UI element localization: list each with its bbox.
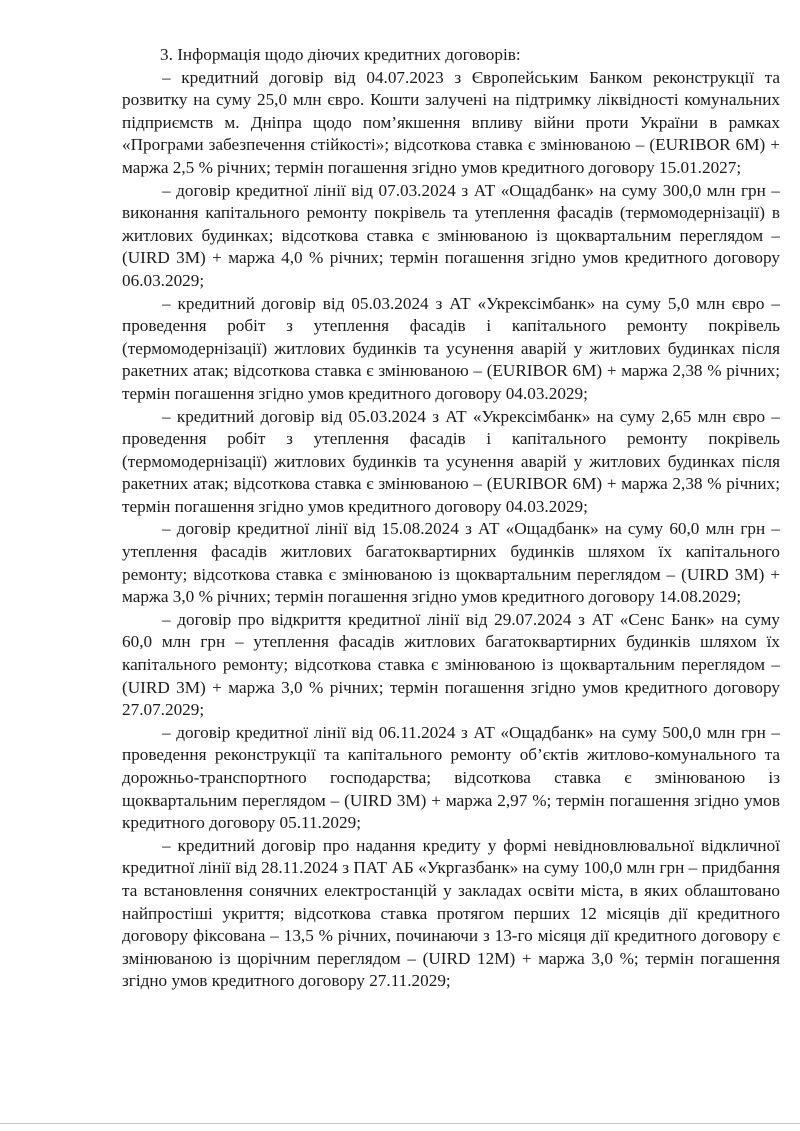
loan-paragraph-sense-bank: – договір про відкриття кредитної лінії від 29.07.2024 з АТ «Сенс Банк» на суму 60,0 млн грн – утеплення фасадів житлових багатоквартирних будинків шляхом їх капітального ремонту; відсоткова ставка є змінюваною із щоквартальним переглядом – (UIRD 3M) + маржа 3,0 % річних; термін погашення згідно умов кредитного договору 27.07.2029; (122, 609, 780, 720)
loan-paragraph-ebrd: – кредитний договір від 04.07.2023 з Європейським Банком реконструкції та розвитку на суму 25,0 млн євро. Кошти залучені на підтримку ліквідності комунальних підприємств м. Дніпра щодо пом’якшення впливу війни проти України в рамках «Програми забезпечення стійкості»; відсоткова ставка є змінюваною – (EURIBOR 6М) + маржа 2,5 % річних; термін погашення згідно умов кредитного договору 15.01.2027; (122, 67, 780, 177)
loan-paragraph-ukrgasbank: – кредитний договір про надання кредиту у формі невідновлювальної відкличної кредитної лінії від 28.11.2024 з ПАТ АБ «Укргазбанк» на суму 100,0 млн грн – придбання та встановлення сонячних електростанцій у закладах освіти міста, в яких облаштовано найпростіші укриття; відсоткова ставка протягом перших 12 місяців дії кредитного договору фіксована – 13,5 % річних, починаючи з 13-го місяця дії кредитного договору є змінюваною із щорічним переглядом – (UIRD 12M) + маржа 3,0 %; термін погашення згідно умов кредитного договору 27.11.2029; (122, 835, 780, 991)
loan-paragraph-ukreximbank-2: – кредитний договір від 05.03.2024 з АТ «Укрексімбанк» на суму 2,65 млн євро – проведення робіт з утеплення фасадів і капітального ремонту покрівель (термомодернізації) житлових будинків та усунення аварій у житлових будинках після ракетних атак; відсоткова ставка є змінюваною – (EURIBOR 6M) + маржа 2,38 % річних; термін погашення згідно умов кредитного договору 04.03.2029; (122, 406, 780, 516)
loan-paragraph-oschadbank-2: – договір кредитної лінії від 15.08.2024 з АТ «Ощадбанк» на суму 60,0 млн грн – утеплення фасадів житлових багатоквартирних будинків шляхом їх капітального ремонту; відсоткова ставка є змінюваною із щоквартальним переглядом – (UIRD 3M) + маржа 3,0 % річних; термін погашення згідно умов кредитного договору 14.08.2029; (122, 519, 780, 607)
loan-paragraph-oschadbank-3: – договір кредитної лінії від 06.11.2024 з АТ «Ощадбанк» на суму 500,0 млн грн – проведення реконструкції та капітального ремонту об’єктів житлово-комунального та дорожньо-транспортного господарства; відсоткова ставка є змінюваною із щоквартальним переглядом – (UIRD 3M) + маржа 2,97 %; термін погашення згідно умов кредитного договору 05.11.2029; (122, 722, 780, 833)
loan-paragraph-ukreximbank-1: – кредитний договір від 05.03.2024 з АТ «Укрексімбанк» на суму 5,0 млн євро – проведення робіт з утеплення фасадів і капітального ремонту покрівель (термомодернізації) житлових будинків та усунення аварій у житлових будинках після ракетних атак; відсоткова ставка є змінюваною – (EURIBOR 6M) + маржа 2,38 % річних; термін погашення згідно умов кредитного договору 04.03.2029; (122, 293, 780, 403)
loan-paragraph-oschadbank-1: – договір кредитної лінії від 07.03.2024 з АТ «Ощадбанк» на суму 300,0 млн грн – виконання капітального ремонту покрівель та утеплення фасадів (термомодернізації) в житлових будинках; відсоткова ставка є змінюваною із щоквартальним переглядом – (UIRD 3M) + маржа 4,0 % річних; термін погашення згідно умов кредитного договору 06.03.2029; (122, 180, 780, 290)
document-page (122, 44, 780, 993)
page-edge-divider (0, 1123, 800, 1124)
section-heading: 3. Інформація щодо діючих кредитних договорів: (160, 45, 521, 64)
